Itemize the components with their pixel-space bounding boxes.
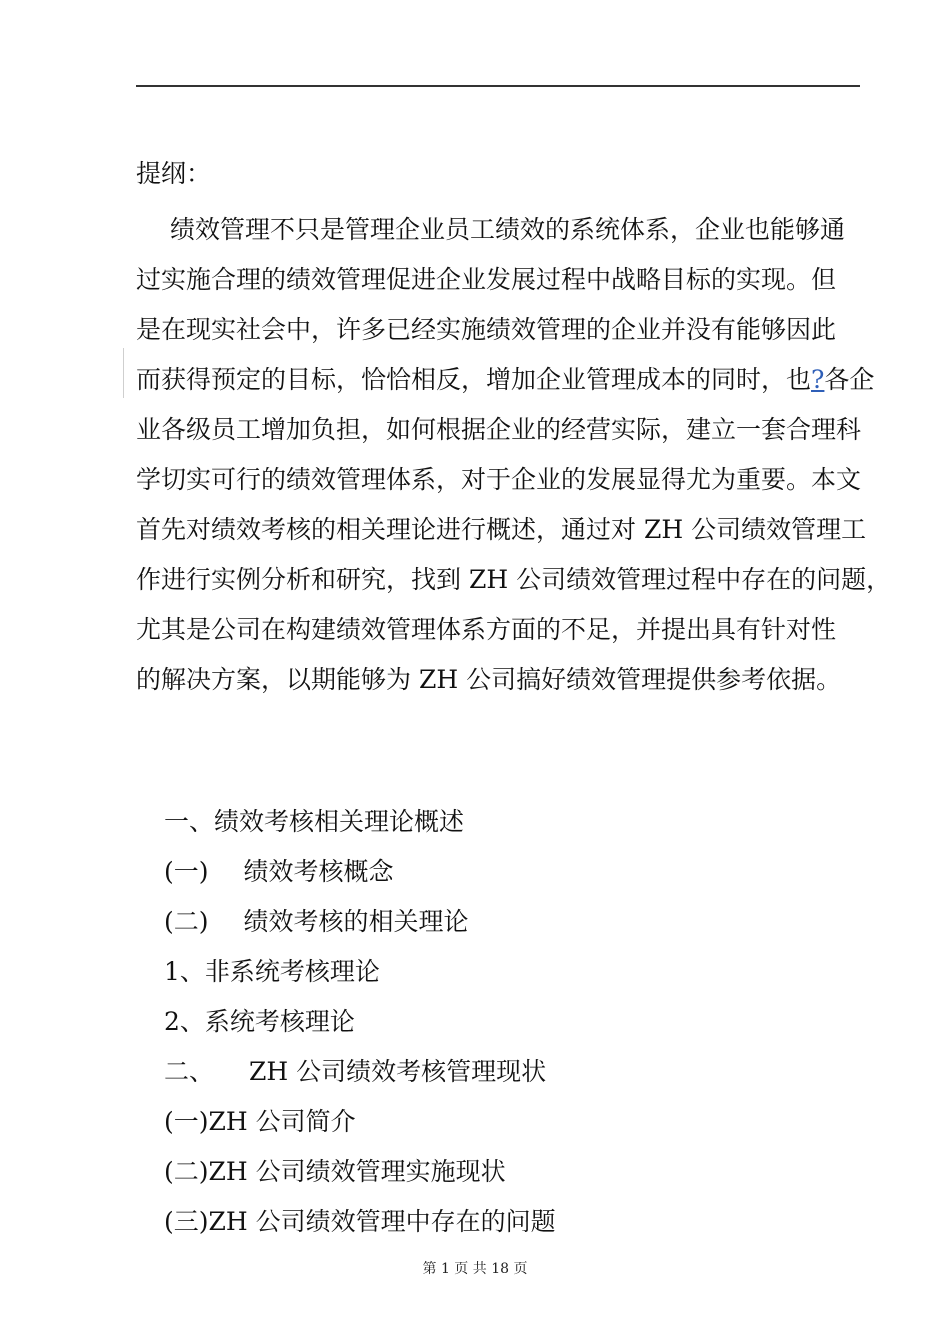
broken-char-link[interactable]: ? — [811, 365, 825, 394]
abstract-line: 学切实可行的绩效管理体系，对于企业的发展显得尤为重要。本文 — [136, 465, 862, 494]
outline-item-number: (一) — [164, 857, 209, 886]
outline-item: (三)ZH 公司绩效管理中存在的问题 — [164, 1207, 556, 1236]
outline-item-label: ZH 公司绩效考核管理现状 — [249, 1057, 547, 1086]
outline-item — [164, 1047, 844, 1097]
abstract-line: 是在现实社会中，许多已经实施绩效管理的企业并没有能够因此 — [136, 315, 837, 344]
abstract-line: 过实施合理的绩效管理促进企业发展过程中战略目标的实现。但 — [136, 265, 837, 294]
outline-item-label: 绩效考核的相关理论 — [243, 907, 469, 936]
abstract-line-text: 各企 — [824, 365, 875, 394]
abstract-line: 作进行实例分析和研究，找到 ZH 公司绩效管理过程中存在的问题， — [136, 565, 892, 594]
page-number-footer: 第 1 页 共 18 页 — [422, 1261, 528, 1277]
abstract-paragraph — [136, 205, 892, 705]
change-bar — [123, 348, 124, 398]
outline-list — [164, 797, 844, 1247]
abstract-line: 首先对绩效考核的相关理论进行概述，通过对 ZH 公司绩效管理工 — [136, 515, 867, 544]
outline-item — [164, 897, 844, 947]
abstract-line: 绩效管理不只是管理企业员工绩效的系统体系，企业也能够通 — [170, 215, 846, 244]
abstract-line: 的解决方案，以期能够为 ZH 公司搞好绩效管理提供参考依据。 — [136, 665, 842, 694]
outline-item: 1、非系统考核理论 — [164, 957, 380, 986]
outline-item-number: (二) — [164, 907, 209, 936]
abstract-line — [136, 355, 876, 405]
outline-item — [164, 847, 844, 897]
header-rule — [136, 85, 860, 87]
outline-heading: 提纲： — [136, 159, 212, 188]
outline-item: 2、系统考核理论 — [164, 1007, 355, 1036]
outline-item: 一、绩效考核相关理论概述 — [164, 807, 465, 836]
outline-item-label: 绩效考核概念 — [243, 857, 394, 886]
abstract-line: 尤其是公司在构建绩效管理体系方面的不足，并提出具有针对性 — [136, 615, 837, 644]
abstract-line: 业各级员工增加负担，如何根据企业的经营实际，建立一套合理科 — [136, 415, 862, 444]
outline-item: (一)ZH 公司简介 — [164, 1107, 356, 1136]
abstract-line-text: 而获得预定的目标，恰恰相反，增加企业管理成本的同时，也 — [136, 365, 812, 394]
outline-item: (二)ZH 公司绩效管理实施现状 — [164, 1157, 506, 1186]
outline-item-number: 二、 — [164, 1057, 215, 1086]
